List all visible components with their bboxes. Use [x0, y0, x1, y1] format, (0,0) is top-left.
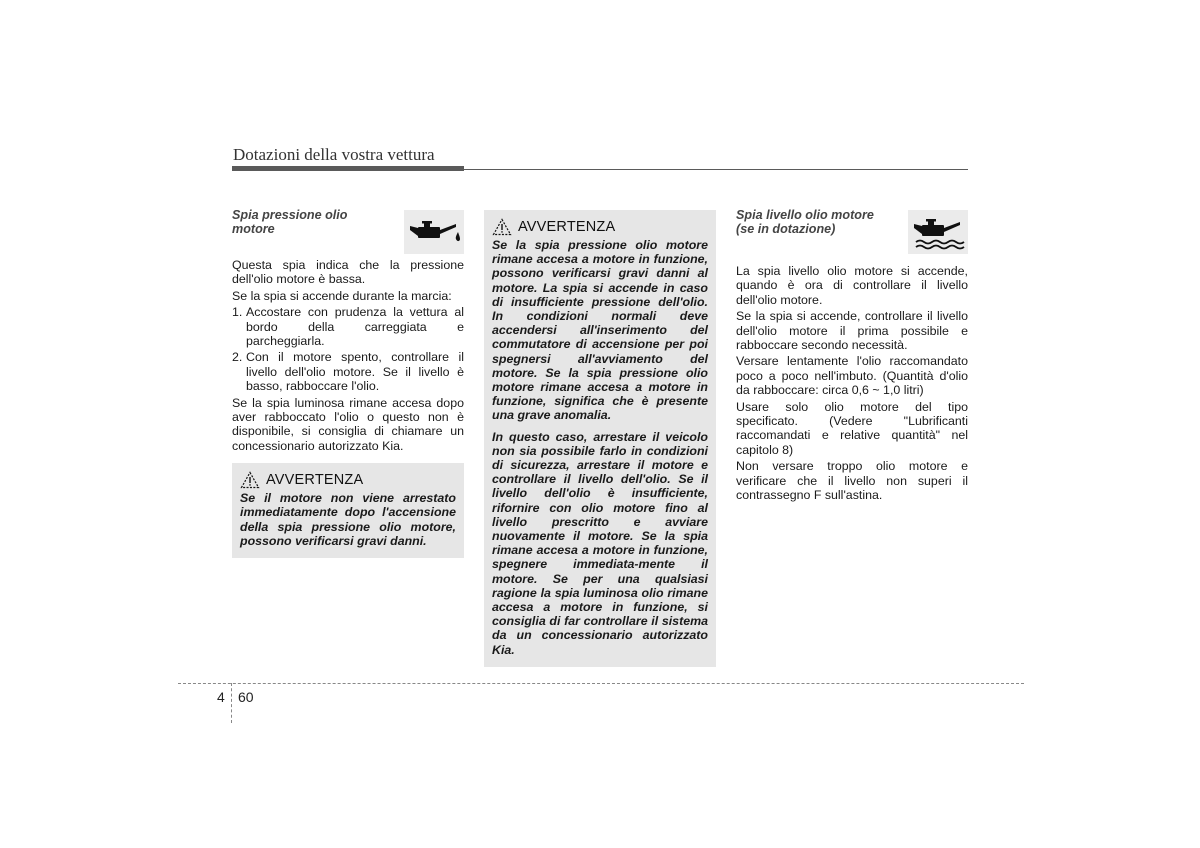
warning-box-middle [484, 210, 716, 667]
warning-text-1: Se la spia pressione olio motore rimane accesa a motore in funzione, possono verificarsi gravi danni al motore. La spia si accende in caso di insufficiente pressione dell'olio. In condizioni normali deve accendersi all'inserimento del commutatore di accensione per poi spegnersi all'avviamento del motore. Se la spia pressione olio motore rimane accesa a motore in funzione, significa che è presente una grave anomalia. [492, 238, 708, 423]
warning-title: AVVERTENZA [518, 218, 616, 235]
warning-head [492, 218, 708, 236]
list-item [232, 305, 464, 348]
warning-box-left [232, 463, 464, 558]
oil-level-icon [912, 218, 966, 250]
warning-triangle-icon [492, 218, 512, 236]
oil-can-drop-icon [408, 218, 462, 246]
warning-title: AVVERTENZA [266, 472, 364, 489]
step-text: Con il motore spento, controllare il livello dell'olio motore. Se il livello è basso, rabboccare l'olio. [246, 350, 464, 394]
left-column [232, 208, 464, 558]
oil-level-section-head [736, 208, 968, 264]
oil-pressure-title: Spia pressione olio motore [232, 208, 348, 236]
paragraph: Usare solo olio motore del tipo specificato. (Vedere "Lubrificanti raccomandati e relative quantità" nel capitolo 8) [736, 399, 968, 457]
paragraph: Se la spia si accende, controllare il livello dell'olio motore il prima possibile e rabboccare secondo necessità. [736, 309, 968, 353]
warning-text-2: In questo caso, arrestare il veicolo non sia possibile farlo in condizioni di sicurezza, arrestare il motore e controllare il livello dell'olio. Se il livello dell'olio è insufficiente, rifornire con olio motore fino al livello prescritto e avviare nuovamente il motore. Se la spia rimane accesa a motore in funzione, spegnere immediata-mente il motore. Se per una qualsiasi ragione la spia luminosa olio rimane accesa a motore in funzione, si consiglia di far controllare il sistema da un concessionario autorizzato Kia. [492, 429, 708, 657]
oil-level-icon-box [908, 210, 968, 254]
page-title: Dotazioni della vostra vettura [233, 145, 435, 164]
intro-text-1: Questa spia indica che la pressione dell'olio motore è bassa. [232, 258, 464, 287]
step-number: 1. [232, 305, 243, 320]
step-text: Accostare con prudenza la vettura al bordo della carreggiata e parcheggiarla. [246, 305, 464, 349]
paragraph: Versare lentamente l'olio raccomandato poco a poco nell'imbuto. (Quantità d'olio da rabboccare: circa 0,6 ~ 1,0 litri) [736, 354, 968, 398]
warning-head [240, 471, 456, 489]
after-text: Se la spia luminosa rimane accesa dopo aver rabboccato l'olio o questo non è disponibile, si consiglia di chiamare un concessionario autorizzato Kia. [232, 395, 464, 453]
page-number: 60 [238, 689, 254, 705]
header-rule-thick [232, 166, 464, 171]
intro-text-2: Se la spia si accende durante la marcia: [232, 288, 452, 303]
paragraph: Non versare troppo olio motore e verificare che il livello non superi il contrassegno F sull'astina. [736, 459, 968, 503]
footer-divider [231, 683, 232, 723]
step-number: 2. [232, 350, 243, 365]
warning-triangle-icon [240, 471, 260, 489]
right-column [736, 208, 968, 505]
header-rule-thin [464, 169, 968, 170]
oil-pressure-section-head [232, 208, 464, 258]
chapter-number: 4 [217, 689, 225, 705]
oil-pressure-icon-box [404, 210, 464, 254]
footer-rule [178, 683, 1024, 684]
middle-column [484, 210, 716, 667]
warning-text: Se il motore non viene arrestato immediatamente dopo l'accensione della spia pressione olio motore, possono verificarsi gravi danni. [240, 491, 456, 548]
steps-list [232, 305, 464, 393]
paragraph: La spia livello olio motore si accende, quando è ora di controllare il livello dell'olio motore. [736, 264, 968, 307]
oil-level-title: Spia livello olio motore (se in dotazione) [736, 208, 874, 236]
list-item [232, 350, 464, 393]
